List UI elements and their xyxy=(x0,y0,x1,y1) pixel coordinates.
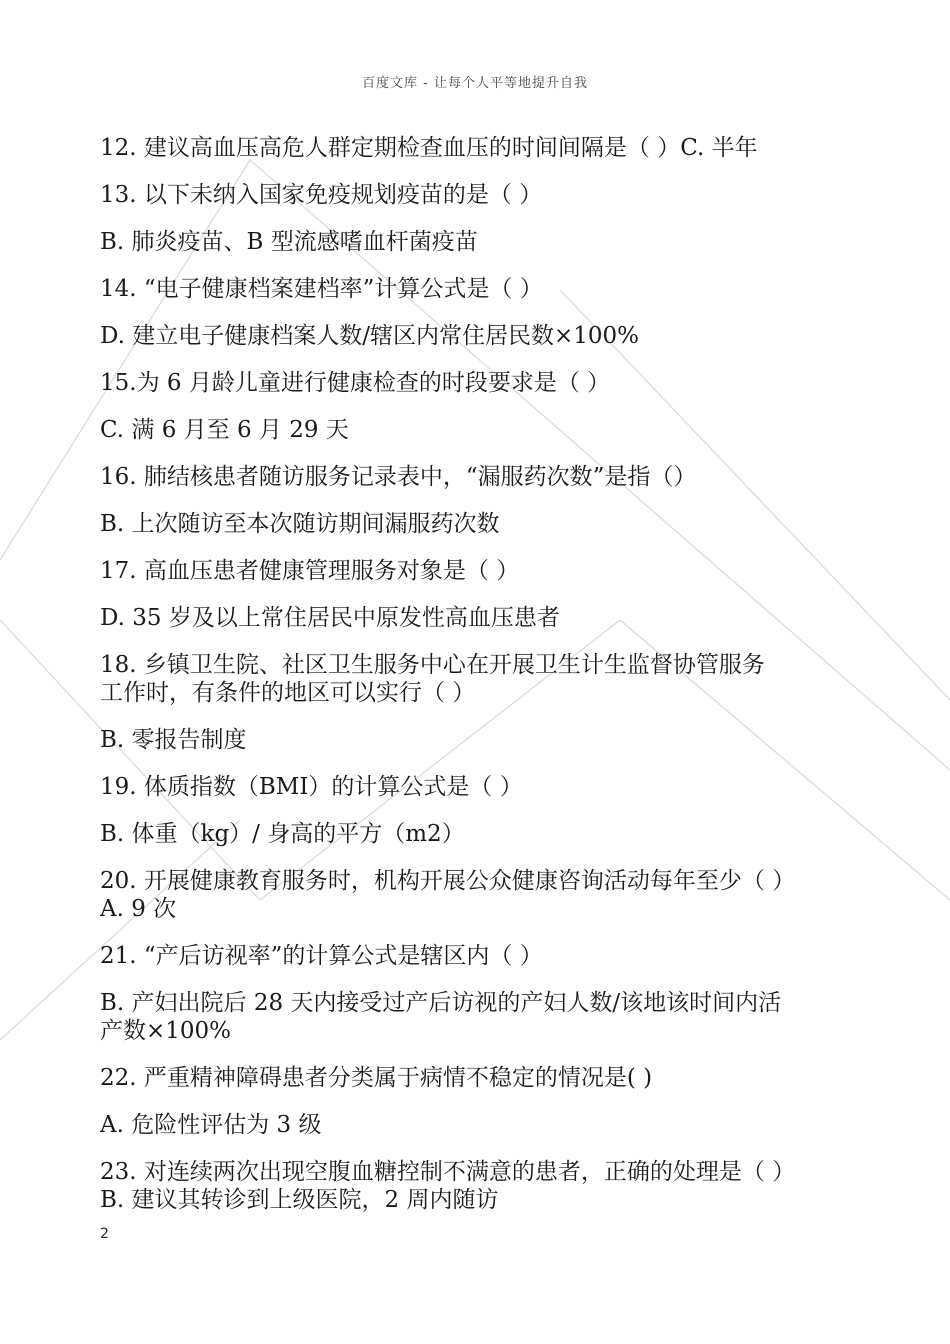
page-number: 2 xyxy=(100,1226,109,1242)
answer-19: B. 体重（kg）/ 身高的平方（m2） xyxy=(100,821,465,847)
answer-21-line-1: B. 产妇出院后 28 天内接受过产后访视的产妇人数/该地该时间内活 xyxy=(100,990,782,1016)
question-19: 19. 体质指数（BMI）的计算公式是（ ） xyxy=(100,774,523,800)
page-header: 百度文库 - 让每个人平等地提升自我 xyxy=(362,76,588,91)
answer-17: D. 35 岁及以上常住居民中原发性高血压患者 xyxy=(100,605,560,631)
question-16: 16. 肺结核患者随访服务记录表中，“漏服药次数”是指（） xyxy=(100,464,697,490)
answer-21 xyxy=(100,989,860,1045)
answer-20: A. 9 次 xyxy=(100,896,177,922)
question-21: 21. “产后访视率”的计算公式是辖区内（ ） xyxy=(100,943,543,969)
answer-13: B. 肺炎疫苗、B 型流感嗜血杆菌疫苗 xyxy=(100,229,478,255)
question-list xyxy=(100,134,860,1214)
answer-14: D. 建立电子健康档案人数/辖区内常住居民数×100% xyxy=(100,323,640,349)
question-18 xyxy=(100,651,860,707)
question-14: 14. “电子健康档案建档率”计算公式是（ ） xyxy=(100,276,543,302)
question-13: 13. 以下未纳入国家免疫规划疫苗的是（ ） xyxy=(100,182,543,208)
question-20-line: 20. 开展健康教育服务时，机构开展公众健康咨询活动每年至少（ ） xyxy=(100,868,796,894)
answer-23: B. 建议其转诊到上级医院，2 周内随访 xyxy=(100,1187,499,1213)
answer-16: B. 上次随访至本次随访期间漏服药次数 xyxy=(100,511,500,537)
question-18-line-1: 18. 乡镇卫生院、社区卫生服务中心在开展卫生计生监督协管服务 xyxy=(100,652,765,678)
question-20 xyxy=(100,867,860,923)
question-23-line: 23. 对连续两次出现空腹血糖控制不满意的患者，正确的处理是（ ） xyxy=(100,1159,796,1185)
question-15: 15.为 6 月龄儿童进行健康检查的时段要求是（ ） xyxy=(100,370,611,396)
answer-18: B. 零报告制度 xyxy=(100,727,247,753)
question-18-line-2: 工作时，有条件的地区可以实行（ ） xyxy=(100,680,476,706)
answer-21-line-2: 产数×100% xyxy=(100,1018,232,1044)
question-23 xyxy=(100,1158,860,1214)
answer-15: C. 满 6 月至 6 月 29 天 xyxy=(100,417,349,443)
question-12: 12. 建议高血压高危人群定期检查血压的时间间隔是（ ）C. 半年 xyxy=(100,135,758,161)
answer-22: A. 危险性评估为 3 级 xyxy=(100,1112,322,1138)
question-17: 17. 高血压患者健康管理服务对象是（ ） xyxy=(100,558,520,584)
question-22: 22. 严重精神障碍患者分类属于病情不稳定的情况是( ) xyxy=(100,1065,653,1091)
